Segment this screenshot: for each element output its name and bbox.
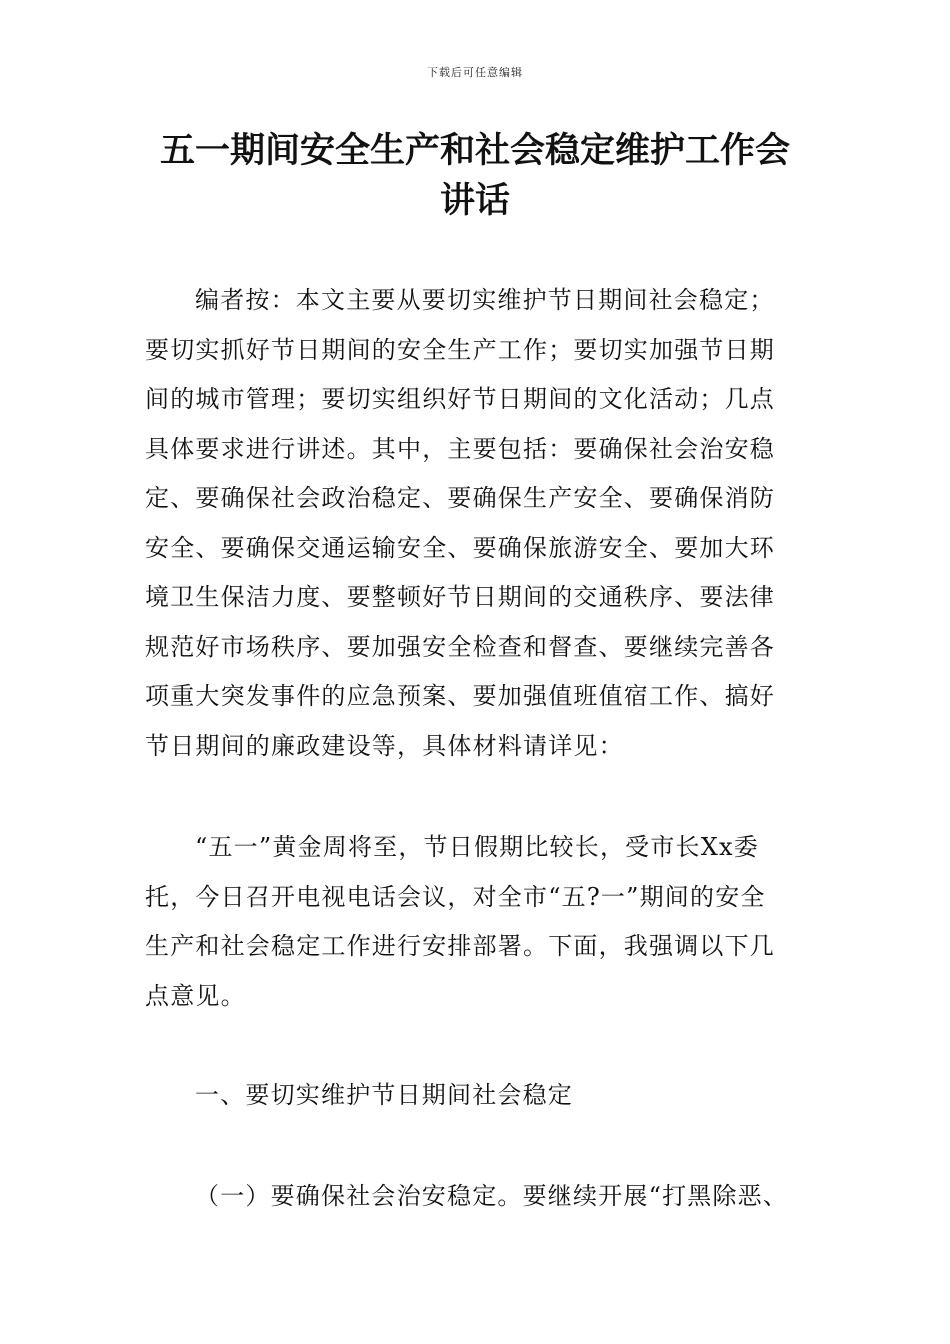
paragraph-line: 要切实抓好节日期间的安全生产工作；要切实加强节日期 — [145, 335, 775, 364]
paragraph-line: “五一”黄金周将至，节日假期比较长，受市长Xx委 — [195, 833, 759, 861]
paragraph-line: 生产和社会稳定工作进行安排部署。下面，我强调以下几 — [145, 932, 775, 960]
title-line: 五一期间安全生产和社会稳定维护工作会 — [159, 131, 790, 171]
editor-note-paragraph — [145, 276, 805, 771]
paragraph-line: 间的城市管理；要切实组织好节日期间的文化活动；几点 — [145, 385, 775, 413]
header-note: 下载后可任意编辑 — [427, 66, 523, 79]
paragraph-line: 节日期间的廉政建设等，具体材料请详见： — [145, 731, 624, 760]
paragraph-line: 安全、要确保交通运输安全、要确保旅游安全、要加大环 — [145, 533, 775, 562]
document-title — [120, 126, 830, 226]
section-heading — [145, 1071, 805, 1121]
paragraph-line: 境卫生保洁力度、要整顿好节日期间的交通秩序、要法律 — [145, 583, 775, 611]
intro-paragraph — [145, 823, 805, 1021]
paragraph-line: 项重大突发事件的应急预案、要加强值班值宿工作、搞好 — [145, 682, 775, 710]
paragraph-line: 具体要求进行讲述。其中，主要包括：要确保社会治安稳 — [145, 434, 775, 463]
paragraph-line: （一）要确保社会治安稳定。要继续开展“打黑除恶、 — [195, 1182, 789, 1210]
paragraph-line: 编者按：本文主要从要切实维护节日期间社会稳定； — [195, 286, 775, 314]
subsection-paragraph — [145, 1172, 805, 1222]
paragraph-line: 定、要确保社会政治稳定、要确保生产安全、要确保消防 — [145, 484, 775, 512]
paragraph-line: 点意见。 — [145, 981, 246, 1010]
paragraph-line: 规范好市场秩序、要加强安全检查和督查、要继续完善各 — [145, 632, 775, 661]
section-heading-text: 一、要切实维护节日期间社会稳定 — [195, 1081, 573, 1109]
title-line: 讲话 — [439, 181, 510, 221]
paragraph-line: 托，今日召开电视电话会议，对全市“五?一”期间的安全 — [145, 882, 766, 911]
